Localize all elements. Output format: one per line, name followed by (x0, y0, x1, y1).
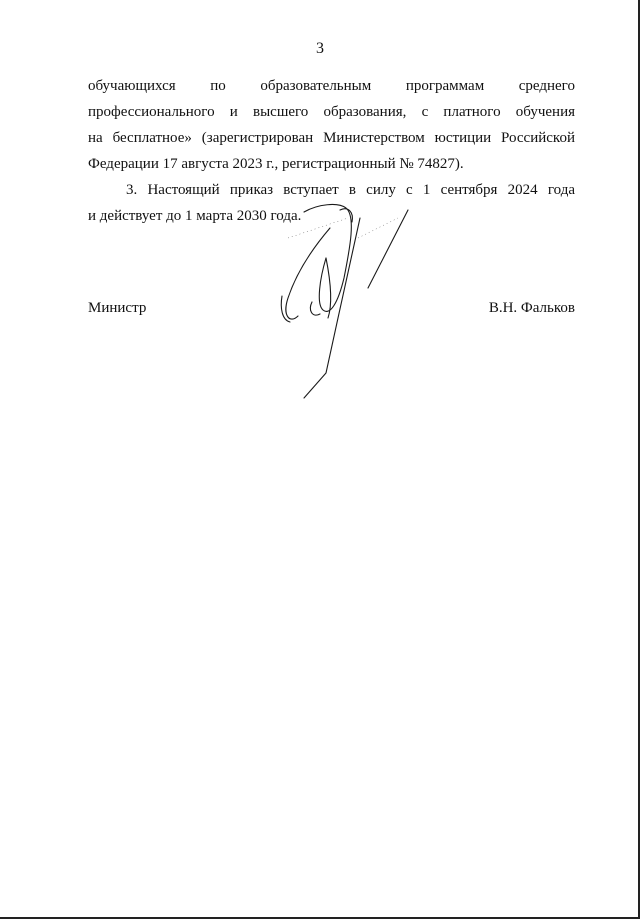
text-line: 3. Настоящий приказ вступает в силу с 1 сентября 2024 года (126, 182, 575, 198)
text-line (88, 73, 575, 99)
position-title: Министр (88, 300, 147, 316)
word: образовательным (260, 78, 372, 94)
text-line: Федерации 17 августа 2023 г., регистрационный № 74827). (88, 156, 464, 172)
signatory-name: В.Н. Фальков (488, 300, 575, 316)
word: обучающихся (88, 78, 176, 94)
handwritten-signature (268, 198, 428, 403)
word: среднего (518, 78, 575, 94)
text-line: профессионального и высшего образования, с платного обучения (88, 104, 575, 120)
word: по (210, 78, 226, 94)
paragraph-continuation (88, 73, 575, 177)
word: программам (405, 78, 485, 94)
text-line: на бесплатное» (зарегистрирован Министерством юстиции Российской (88, 130, 575, 146)
page-number: 3 (316, 40, 324, 57)
text-line: и действует до 1 марта 2030 года. (88, 208, 302, 224)
